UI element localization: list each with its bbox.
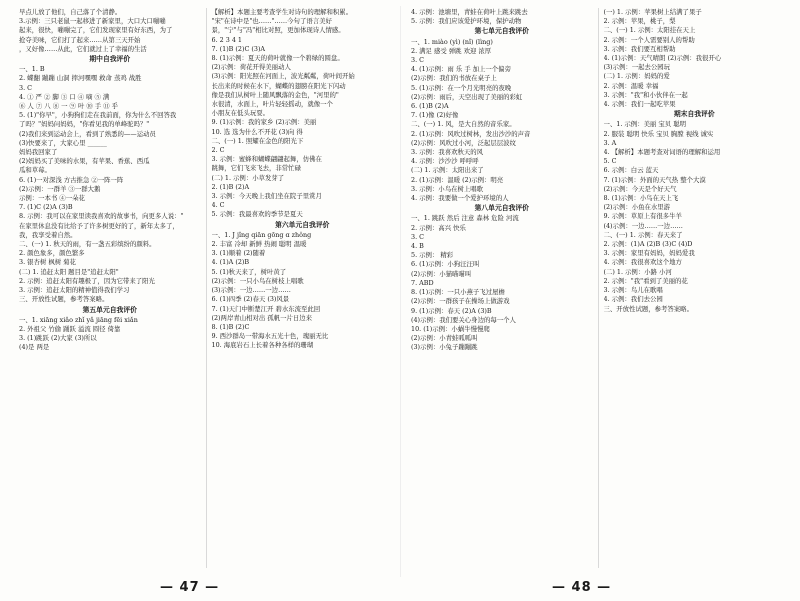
answer-line: 10. 选 选为什么不开花 (3)向 得 bbox=[211, 127, 303, 136]
answer-line: 3. 示例：今天晚上我们坐在院子里赏月 bbox=[211, 192, 322, 201]
section-heading: 第八单元自我评价 bbox=[474, 204, 529, 213]
answer-line: (4)示例：一边……一边…… bbox=[603, 221, 683, 230]
answer-line: (二) 1. 追赶太阳 题目是"追赶太阳" bbox=[19, 267, 119, 276]
answer-line: 一、1. J jǐng qiān gōng ɑ zhǒng bbox=[211, 230, 312, 239]
answer-line: ⑥ 人 ⑦ 八 ⑧ 一 ⑨ 叶 ⑩ 手 ⑪ 乎 bbox=[19, 102, 119, 111]
answer-line: (二) 1. 示例：妈妈的爱 bbox=[603, 72, 670, 81]
answer-line: 像是我们从树叶上随风飘落的金色，"河里的" bbox=[211, 90, 339, 99]
answer-line: 9. (1)示例：我的家乡 (2)示例：美丽 bbox=[211, 118, 317, 127]
answer-line: 二、(一) 1. 风，是大自然的音乐家。 bbox=[411, 120, 516, 129]
section-heading: 第七单元自我评价 bbox=[474, 27, 529, 36]
answer-line: 9. (1)示例：春天 (2)A (3)B bbox=[411, 306, 492, 315]
answer-line: 7. (1)示例：外面的天气热 整个大漠 bbox=[603, 175, 706, 184]
answer-line: 6. (1)B (2)A bbox=[411, 102, 449, 111]
answer-line: 2. 满足 感受 弹跳 欢迎 浓厚 bbox=[411, 46, 492, 55]
answer-line: 5. 示例：我们应该爱护环境，保护动物 bbox=[411, 17, 522, 26]
answer-line: 3. A bbox=[603, 138, 617, 147]
answer-line: 一、1. 示例：美丽 宝贝 聪明 bbox=[603, 120, 686, 129]
column-3 bbox=[406, 8, 599, 568]
answer-line: (3)示例：小兔子蹦蹦跳 bbox=[411, 343, 478, 352]
answer-line: 2. 蝶翻 蹦蹦 山洞 摔河嘿嘿 救命 蒸鸡 战胜 bbox=[19, 74, 142, 83]
answer-line: 长出来的时候在水下，蝴蝶的翅膀在阳光下闪动 bbox=[211, 81, 346, 90]
page-number-left: — 47 — bbox=[160, 580, 220, 595]
answer-line: 5. (1)"你早"，小狗狗们走在我前面，你为什么不回答我 bbox=[19, 111, 177, 120]
answer-line: 3. C bbox=[411, 232, 425, 241]
answer-line: 7. (1)天门中断楚江开 碧水东流至此回 bbox=[211, 304, 321, 313]
answer-line: 4. 示例：池塘里，青蛙在荷叶上跳来跳去 bbox=[411, 8, 528, 16]
answer-line: 4. 示例：我要做一个爱护环境的人 bbox=[411, 194, 509, 203]
answer-line: 8. (1)示例：小鸟在天上飞 bbox=[603, 194, 679, 203]
answer-line: 4. 示例：我很喜欢这个地方 bbox=[603, 258, 682, 267]
answer-line: 妈妈我回家了 bbox=[19, 148, 58, 157]
answer-line: 一、1. B bbox=[19, 65, 45, 74]
answer-line: 3. 示例：我喜欢秋天的风 bbox=[411, 148, 484, 157]
answer-line: 3.示例：三只老鼠一起移进了新家里，大口大口嘣嘣 bbox=[19, 17, 166, 26]
page-spine bbox=[400, 6, 401, 577]
section-heading: 期中自我评价 bbox=[89, 55, 131, 64]
answer-line: 2. 示例："我"看到了美丽的花 bbox=[603, 276, 688, 285]
answer-line: 7. (1)B (2)C (3)A bbox=[211, 44, 266, 53]
answer-line: 2. 丰富 冷却 新鲜 热闹 聪明 温暖 bbox=[211, 240, 307, 249]
answer-line: (二) 1. 示例：小路 小河 bbox=[603, 267, 672, 276]
answer-line: 4. ① 严 ② 脚 ③ 口 ④ 嘀 ⑤ 满 bbox=[19, 92, 110, 101]
answer-line: 4. 示例：沙沙沙 呼呼呼 bbox=[411, 157, 479, 166]
answer-line: 8. (1)示例：一只小燕子飞过屋檐 bbox=[411, 288, 505, 297]
answer-line: 3. 银杏树 枫树 菊花 bbox=[19, 258, 76, 267]
section-heading: 期末自我评价 bbox=[673, 110, 715, 119]
answer-line: 5. C bbox=[603, 157, 617, 166]
answer-line: 3. 示例：家里有妈妈，妈妈爱我 bbox=[603, 249, 695, 258]
answer-line: 6. (1)四季 (2)春天 (3)风景 bbox=[211, 295, 290, 304]
answer-line: 起来，很快，嘣嘣完了，它们发现家里有好东西，为了 bbox=[19, 26, 173, 35]
answer-line: (2)示例：小青蛙呱呱叫 bbox=[411, 334, 478, 343]
answer-line: 在家里休息没有比给予了许多树更好的了，新年太多了， bbox=[19, 221, 179, 230]
answer-line: 3. 示例：我们要互相帮助 bbox=[603, 44, 676, 53]
answer-line: 一、1. miào (yì) (nǐ) (lìng) bbox=[411, 37, 493, 46]
answer-line: "宋"在诗中是"也……"……今句了语言美好 bbox=[211, 17, 332, 26]
answer-line: 10. 海底岩石上长着各种各样的珊瑚 bbox=[211, 341, 314, 350]
answer-line: (2)妈妈买了美味的水果，有苹果、香蕉、西瓜 bbox=[19, 157, 150, 166]
column-4 bbox=[599, 8, 791, 568]
answer-line: 2. C bbox=[211, 146, 225, 155]
answer-line: 3. C bbox=[19, 83, 33, 92]
answer-line: (一) 1. 示例：苹果树上结满了果子 bbox=[603, 8, 702, 16]
answer-line: 2. (1)示例：温暖 (2)示例：明亮 bbox=[411, 175, 504, 184]
answer-line: 2. 服装 聪明 快乐 宝贝 胸膛 视线 诚实 bbox=[603, 129, 714, 138]
answer-line: (3)快要来了，大家心里 ______ bbox=[19, 138, 107, 147]
answer-line: (二) 1. 示例：太阳出来了 bbox=[411, 166, 484, 175]
answer-line: 二、(一) 1. 示例：春天来了 bbox=[603, 230, 683, 239]
answer-line: 瓜和草莓。 bbox=[19, 166, 51, 175]
answer-line: (4)示例：我们要关心身边的每一个人 bbox=[411, 315, 516, 324]
answer-line: ，又好像……从此，它们就过上了幸福的生活 bbox=[19, 44, 147, 53]
answer-line: (2)示例：我们的书放在桌子上 bbox=[411, 74, 497, 83]
answer-line: 5. (1)示例：在一个月光明亮的夜晚 bbox=[411, 83, 512, 92]
answer-line: 4. (1)A (2)B bbox=[211, 258, 250, 267]
answer-line: (2)示例：一群孩子在操场上做游戏 bbox=[411, 297, 510, 306]
answer-line: 5. 示例：我最喜欢的季节是夏天 bbox=[211, 210, 303, 219]
answer-line: 2. 示例：追赶太阳有趣极了，因为它带来了阳光 bbox=[19, 276, 155, 285]
answer-line: 3. C bbox=[411, 56, 425, 65]
answer-line: 小朋友在低头玩耍。 bbox=[211, 109, 270, 118]
answer-line: 二、(一) 1. 照耀在金色的阳光下 bbox=[211, 136, 304, 145]
answer-line: 2. 外祖父 竹偷 踊跃 溢流 圆径 倚靠 bbox=[19, 324, 121, 333]
answer-line: 3. 示例：鸟儿在歌唱 bbox=[603, 286, 663, 295]
answer-line: 6. (1)示例：小狗汪汪叫 bbox=[411, 260, 480, 269]
answer-line: 三、开放性试题，参考答案略。 bbox=[603, 304, 693, 313]
answer-line: 三、开放性试题，参考答案略。 bbox=[19, 295, 109, 304]
answer-line: (2)示例：雨后，天空出现了美丽的彩虹 bbox=[411, 92, 523, 101]
answer-line: 4. (1)示例：天气晴朗 (2)示例：我很开心 bbox=[603, 54, 722, 63]
answer-line: (2)示例：荷花开得美丽动人 bbox=[211, 63, 291, 72]
answer-line: (2)示例：一群羊 ③一群大鹅 bbox=[19, 184, 101, 193]
answer-columns bbox=[14, 8, 790, 568]
answer-line: (3)示例：一起去公园玩 bbox=[603, 63, 671, 72]
answer-line: (二) 1. 示例：小草发芽了 bbox=[211, 173, 285, 182]
answer-line: 7. ABD bbox=[411, 278, 434, 287]
answer-line: 4. C bbox=[211, 201, 225, 210]
page-number-right: — 48 — bbox=[552, 580, 612, 595]
section-heading: 第六单元自我评价 bbox=[275, 220, 330, 229]
answer-line: (4)是 两是 bbox=[19, 343, 50, 352]
answer-line: 4. (1)示例：雨 乐 手 加上一个偏旁 bbox=[411, 65, 511, 74]
answer-line: 水很清，水面上，叶片轻轻摇动，就像一个 bbox=[211, 100, 333, 109]
answer-line: 一、1. xiāng xiǎo zhǐ yǎ jiāng fēi xiǎn bbox=[19, 315, 138, 324]
answer-line: 6. (1)一对深浅 方古推急 ②一阵一阵 bbox=[19, 175, 124, 184]
answer-line: (2)示例：风吹过小河，泛起层层波纹 bbox=[411, 138, 516, 147]
answer-line: 示例：一本书 ④一朵花 bbox=[19, 194, 85, 203]
answer-line: 8. 示例：我可以在家里读我喜欢的故事书，向更多人说：" bbox=[19, 212, 184, 221]
answer-line: 8. (1)示例：夏天的荷叶就像一个碧绿的圆盘。 bbox=[211, 54, 344, 63]
answer-line: 抢夺美味，它们打了起来……从第三天开始 bbox=[19, 35, 141, 44]
answer-line: 二、(一) 1. 示例：太阳挂在天上 bbox=[603, 26, 696, 35]
answer-line: 9. 西沙群岛一带海水五光十色，瑰丽无比 bbox=[211, 332, 329, 341]
answer-line: 9. 示例：草原上有很多牛羊 bbox=[603, 212, 682, 221]
answer-line: 2. 示例：苹果，桃子，梨 bbox=[603, 17, 676, 26]
answer-line: (2)示例：小猫喵喵叫 bbox=[411, 269, 472, 278]
answer-line: 2. 示例：高兴 快乐 bbox=[411, 223, 466, 232]
answer-line: 2. 示例：一个人需要别人的帮助 bbox=[603, 35, 695, 44]
answer-line: 跳舞，它们飞来飞去，非常忙碌 bbox=[211, 164, 301, 173]
answer-line: 2. (1)B (2)A bbox=[211, 182, 250, 191]
answer-line: 3. (1)顺着 (2)随着 bbox=[211, 249, 266, 258]
answer-line: 3. 示例：小鸟在树上唱歌 bbox=[411, 184, 484, 193]
answer-line: 5. (1)秋天来了，树叶黄了 bbox=[211, 267, 287, 276]
answer-line: (2)示例：一只小鸟在树枝上唱歌 bbox=[211, 276, 304, 285]
answer-line: 7. (1)C (2)A (3)B bbox=[19, 203, 73, 212]
answer-line: 一、1. 跳跃 然后 注意 森林 危险 河流 bbox=[411, 214, 519, 223]
answer-line: 景，"宁"与"冯"相比对照，更加体现诗人情感。 bbox=[211, 26, 345, 35]
column-2 bbox=[207, 8, 399, 568]
answer-line: 3. 示例："我"和小伙伴在一起 bbox=[603, 90, 688, 99]
answer-line: 了吗？"妈妈问妈妈，"你看见我的单峰驼吗？" bbox=[19, 120, 150, 129]
answer-line: 6. 2 3 4 1 bbox=[211, 35, 242, 44]
answer-line: (2)示例：今天是个好天气 bbox=[603, 184, 677, 193]
column-1 bbox=[14, 8, 207, 568]
answer-line: 2. 颜色象多，颜色繁多 bbox=[19, 249, 85, 258]
answer-line: 4. 示例：我们一起吃苹果 bbox=[603, 100, 676, 109]
answer-line: 早点儿放了他们，自己落了个清静。 bbox=[19, 8, 122, 16]
page-footer bbox=[0, 577, 800, 595]
answer-line: (2)两岸青山相对出 孤帆一片日边来 bbox=[211, 313, 313, 322]
answer-line: 5. 示例： 精彩 bbox=[411, 251, 454, 260]
answer-line: (2)示例：小鱼在水里游 bbox=[603, 203, 671, 212]
answer-line: 3. (1)跳跃 (2)大家 (3)所以 bbox=[19, 334, 97, 343]
answer-line: 我，我享受着自然。 bbox=[19, 230, 77, 239]
answer-line: 3. 示例：蜜蜂和蝴蝶翩翩起舞，仿佛在 bbox=[211, 155, 322, 164]
section-heading: 第五单元自我评价 bbox=[82, 305, 137, 314]
answer-line: (3)示例：一边……一边…… bbox=[211, 286, 291, 295]
answer-line: 8. (1)B (2)C bbox=[211, 322, 250, 331]
answer-line: 2. (1)示例：风吹过树林，发出沙沙的声音 bbox=[411, 129, 531, 138]
answer-line: 2. 示例：(1)A (2)B (3)C (4)D bbox=[603, 240, 693, 249]
answer-line: 2. 示例：温暖 幸福 bbox=[603, 81, 659, 90]
answer-line: 4. B bbox=[411, 242, 424, 251]
answer-line: (3)示例：阳光照在河面上，波光粼粼，荷叶间开始 bbox=[211, 72, 355, 81]
answer-line: 10. (1)示例：小蜗牛慢慢爬 bbox=[411, 324, 490, 333]
answer-line: 7. (1)像 (2)好像 bbox=[411, 111, 459, 120]
answer-line: 4. 【解析】本题考查对词语的理解和运用 bbox=[603, 148, 721, 157]
answer-line: 【解析】本题主要考查学生对诗句的理解和积累。 bbox=[211, 8, 353, 16]
answer-line: 二、(一) 1. 秋天的雨，有一盏五彩缤纷的颜料。 bbox=[19, 240, 156, 249]
answer-line: 3. 示例：追赶太阳的精神值得我们学习 bbox=[19, 286, 130, 295]
answer-line: 6. 示例：白云 蓝天 bbox=[603, 166, 659, 175]
answer-line: (2)我们来到运动会上，看到了熟悉的——运动员 bbox=[19, 129, 156, 138]
answer-line: 4. 示例：我们去公园 bbox=[603, 295, 663, 304]
